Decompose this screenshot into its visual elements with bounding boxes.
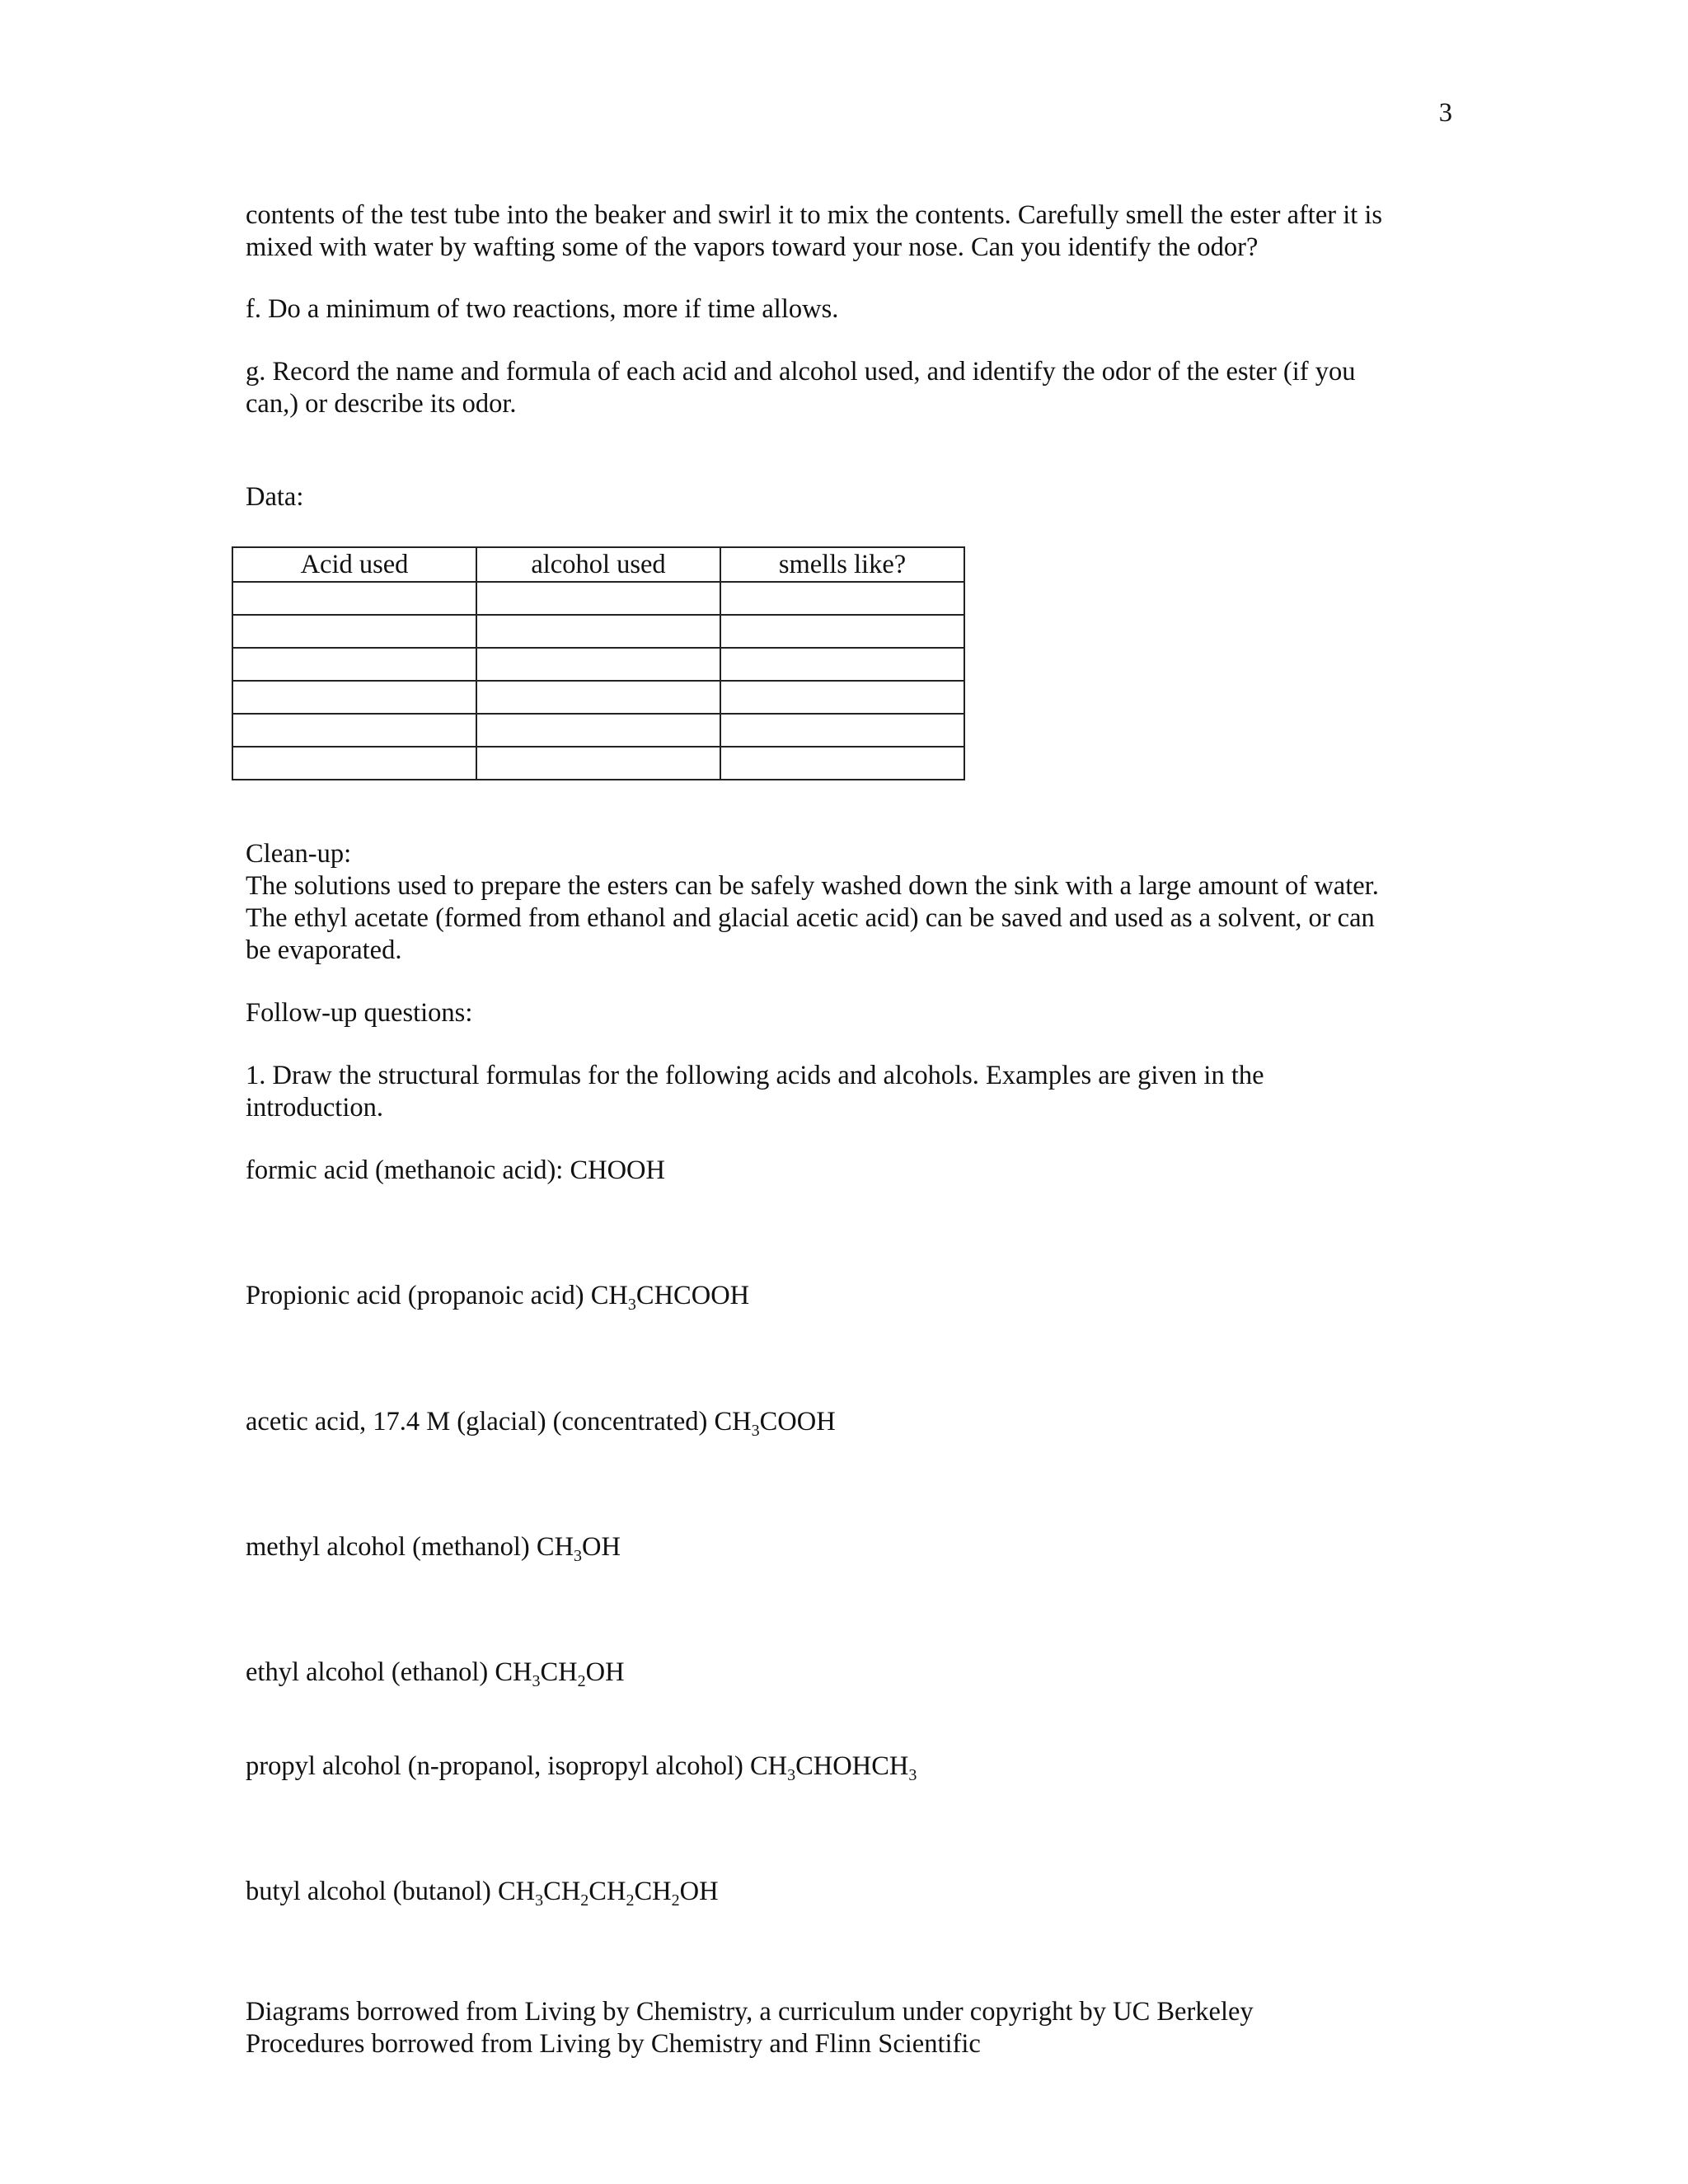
compound-formula xyxy=(714,1407,836,1440)
formula-part: CH xyxy=(588,1877,626,1906)
table-cell xyxy=(232,681,476,714)
formula-part: CH xyxy=(749,1751,788,1781)
formula-subscript: 3 xyxy=(574,1547,583,1565)
table-row xyxy=(232,615,964,648)
header-acid-used: Acid used xyxy=(232,547,476,582)
formula-part: OH xyxy=(582,1532,621,1562)
step-g-line-1: g. Record the name and formula of each acid and alcohol used, and identify the odor of the ester (if you xyxy=(246,357,1356,387)
compound-name: propyl alcohol (n-propanol, isopropyl alcohol) xyxy=(246,1751,750,1781)
formula-subscript: 3 xyxy=(627,1296,636,1314)
table-cell xyxy=(232,648,476,681)
step-f: f. Do a minimum of two reactions, more if time allows. xyxy=(246,294,839,324)
table-cell xyxy=(476,615,720,648)
table-cell xyxy=(232,714,476,747)
table-cell xyxy=(720,681,964,714)
compound-ethyl-alcohol xyxy=(246,1657,625,1689)
formula-subscript: 3 xyxy=(532,1672,541,1690)
page-number: 3 xyxy=(1438,98,1452,128)
table-cell xyxy=(720,648,964,681)
formula-subscript: 2 xyxy=(626,1891,635,1910)
compound-name: methyl alcohol (methanol) xyxy=(246,1532,537,1562)
compound-propyl-alcohol xyxy=(246,1750,917,1783)
footer-line-2: Procedures borrowed from Living by Chemistry and Flinn Scientific xyxy=(246,2029,981,2059)
table-cell xyxy=(232,582,476,615)
paragraph-e-line-2: mixed with water by wafting some of the vapors toward your nose. Can you identify the odor? xyxy=(246,232,1259,262)
compound-name: butyl alcohol (butanol) xyxy=(246,1877,498,1906)
compound-name: acetic acid, 17.4 M (glacial) (concentrated) xyxy=(246,1407,715,1436)
formula-subscript: 3 xyxy=(535,1891,544,1910)
formula-part: COOH xyxy=(759,1407,836,1436)
formula-part: CH xyxy=(714,1407,752,1436)
formula-part: CH xyxy=(495,1657,532,1687)
compound-propionic-acid xyxy=(246,1280,749,1312)
table-cell xyxy=(476,648,720,681)
header-alcohol-used: alcohol used xyxy=(476,547,720,582)
table-cell xyxy=(476,747,720,780)
formula-subscript: 3 xyxy=(908,1766,917,1784)
compound-formula xyxy=(590,1281,750,1314)
table-cell xyxy=(476,681,720,714)
table-cell xyxy=(232,747,476,780)
compound-formic-acid xyxy=(246,1155,665,1187)
table-cell xyxy=(720,615,964,648)
table-header-row xyxy=(232,547,964,582)
followup-heading: Follow-up questions: xyxy=(246,998,473,1028)
compound-name: Propionic acid (propanoic acid) xyxy=(246,1281,591,1310)
table-row xyxy=(232,648,964,681)
question-1-line-1: 1. Draw the structural formulas for the following acids and alcohols. Examples are given in the xyxy=(246,1061,1264,1090)
formula-part: CH xyxy=(536,1532,574,1562)
table-cell xyxy=(232,615,476,648)
formula-part: OH xyxy=(585,1657,625,1687)
compound-name: formic acid (methanoic acid): xyxy=(246,1155,570,1185)
compound-acetic-acid xyxy=(246,1406,836,1438)
compound-formula xyxy=(495,1657,625,1690)
data-heading: Data: xyxy=(246,482,304,512)
formula-part: CH xyxy=(540,1657,578,1687)
formula-subscript: 2 xyxy=(577,1672,586,1690)
table-cell xyxy=(720,714,964,747)
formula-subscript: 2 xyxy=(671,1891,680,1910)
formula-subscript: 3 xyxy=(787,1766,796,1784)
question-1-line-2: introduction. xyxy=(246,1093,383,1122)
formula-part: CHOHCH xyxy=(795,1751,909,1781)
table-row xyxy=(232,582,964,615)
table-cell xyxy=(720,747,964,780)
table-cell xyxy=(476,714,720,747)
compound-formula xyxy=(570,1155,665,1185)
table-row xyxy=(232,714,964,747)
header-smells-like: smells like? xyxy=(720,547,964,582)
compound-name: ethyl alcohol (ethanol) xyxy=(246,1657,495,1687)
compound-formula xyxy=(749,1751,917,1784)
formula-part: CH xyxy=(634,1877,672,1906)
paragraph-e-line-1: contents of the test tube into the beaker and swirl it to mix the contents. Carefully smell the ester after it is xyxy=(246,200,1383,230)
footer-line-1: Diagrams borrowed from Living by Chemistry, a curriculum under copyright by UC Berkeley xyxy=(246,1997,1254,2027)
data-table xyxy=(232,546,965,780)
compound-formula xyxy=(536,1532,621,1565)
cleanup-line-3: be evaporated. xyxy=(246,935,402,965)
cleanup-heading: Clean-up: xyxy=(246,839,352,869)
formula-part: OH xyxy=(679,1877,719,1906)
compound-butyl-alcohol xyxy=(246,1876,719,1908)
formula-part: CH xyxy=(543,1877,581,1906)
table-cell xyxy=(720,582,964,615)
formula-part: CH xyxy=(590,1281,628,1310)
table-body xyxy=(232,582,964,780)
table-cell xyxy=(476,582,720,615)
step-g-line-2: can,) or describe its odor. xyxy=(246,389,517,419)
compound-methyl-alcohol xyxy=(246,1531,621,1563)
formula-part: CH xyxy=(497,1877,536,1906)
formula-part: CHCOOH xyxy=(635,1281,750,1310)
table-row xyxy=(232,747,964,780)
formula-subscript: 2 xyxy=(580,1891,589,1910)
cleanup-line-2: The ethyl acetate (formed from ethanol and glacial acetic acid) can be saved and used as a solvent, or can xyxy=(246,903,1375,933)
formula-subscript: 3 xyxy=(751,1422,760,1440)
cleanup-line-1: The solutions used to prepare the esters can be safely washed down the sink with a large amount of water. xyxy=(246,871,1379,901)
table-row xyxy=(232,681,964,714)
formula-part: CHOOH xyxy=(570,1155,665,1185)
compound-formula xyxy=(497,1877,719,1910)
